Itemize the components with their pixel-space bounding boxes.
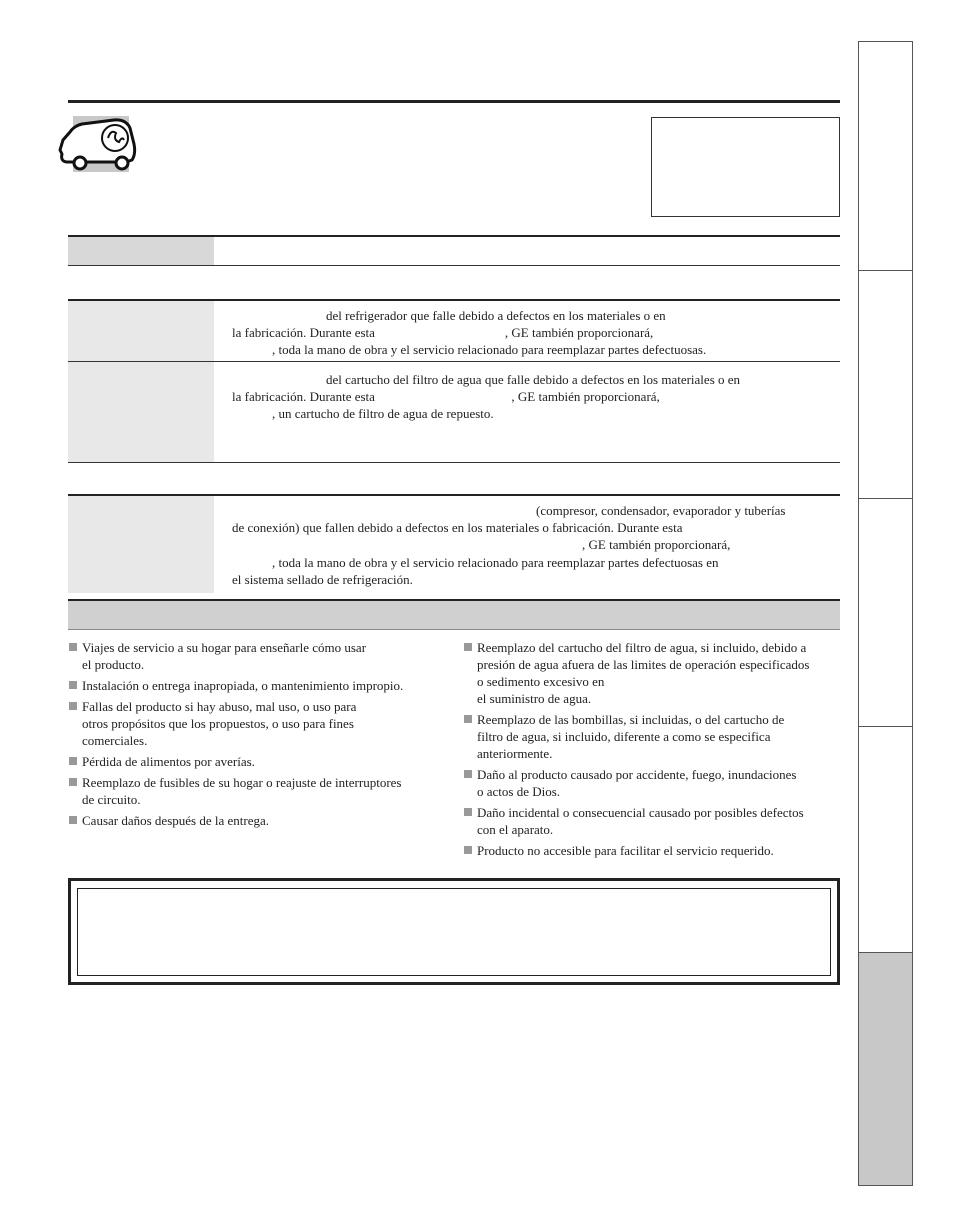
row1-line3: , toda la mano de obra y el servicio relacionado para reemplazar partes defectuosas. bbox=[272, 342, 707, 357]
list-item: Pérdida de alimentos por averías. bbox=[68, 753, 453, 770]
row3-line3: , GE también proporcionará, bbox=[582, 537, 731, 552]
header-label-cell bbox=[68, 237, 214, 265]
top-rule bbox=[68, 100, 840, 103]
list-item: Fallas del producto si hay abuso, mal uso, o uso para otros propósitos que los propuestos, o uso para fines comerciales. bbox=[68, 698, 453, 749]
row-label-cell bbox=[68, 362, 214, 462]
row-label-cell bbox=[68, 301, 214, 361]
notice-box bbox=[68, 878, 840, 985]
list-item: Reemplazo de fusibles de su hogar o reajuste de interruptores de circuito. bbox=[68, 774, 453, 808]
exclusions-header-bar bbox=[68, 601, 840, 629]
tab-divider bbox=[859, 498, 912, 499]
bullet-icon bbox=[69, 681, 77, 689]
bullet-icon bbox=[69, 757, 77, 765]
list-item: Producto no accesible para facilitar el servicio requerido. bbox=[463, 842, 848, 859]
row3-line2: de conexión) que fallen debido a defectos en los materiales o fabricación. Durante esta bbox=[232, 520, 683, 535]
row3-line4: , toda la mano de obra y el servicio relacionado para reemplazar partes defectuosas en bbox=[272, 555, 719, 570]
row3-line1: (compresor, condensador, evaporador y tuberías bbox=[536, 503, 786, 518]
note-box bbox=[651, 117, 840, 217]
list-item: Daño al producto causado por accidente, fuego, inundaciones o actos de Dios. bbox=[463, 766, 848, 800]
row1-line1: del refrigerador que falle debido a defectos en los materiales o en bbox=[326, 308, 666, 323]
bullet-icon bbox=[69, 643, 77, 651]
bullet-icon bbox=[464, 715, 472, 723]
active-section-tab bbox=[859, 952, 912, 1185]
exclusions-left-list bbox=[68, 639, 453, 833]
row2-line1: del cartucho del filtro de agua que falle debido a defectos en los materiales o en bbox=[326, 372, 741, 387]
bullet-icon bbox=[464, 643, 472, 651]
bullet-icon bbox=[69, 816, 77, 824]
list-item: Causar daños después de la entrega. bbox=[68, 812, 453, 829]
bullet-icon bbox=[69, 778, 77, 786]
list-item: Reemplazo de las bombillas, si incluidas, o del cartucho de filtro de agua, si incluido, diferente a como se especifica anteriormente. bbox=[463, 711, 848, 762]
bullet-icon bbox=[464, 770, 472, 778]
tab-divider bbox=[859, 726, 912, 727]
header-bottom-rule bbox=[68, 265, 840, 266]
list-item: Daño incidental o consecuencial causado por posibles defectos con el aparato. bbox=[463, 804, 848, 838]
list-item: Instalación o entrega inapropiada, o mantenimiento impropio. bbox=[68, 677, 453, 694]
exclusions-bottom-rule bbox=[68, 629, 840, 630]
row-label-cell bbox=[68, 496, 214, 593]
row-rule bbox=[68, 462, 840, 463]
list-item: Viajes de servicio a su hogar para enseñarle cómo usar el producto. bbox=[68, 639, 453, 673]
row2-line2: la fabricación. Durante esta , GE también proporcionará, bbox=[232, 389, 660, 404]
tab-divider bbox=[859, 270, 912, 271]
bullet-icon bbox=[69, 702, 77, 710]
notice-box-inner bbox=[77, 888, 831, 976]
list-item: Reemplazo del cartucho del filtro de agua, si incluido, debido a presión de agua afuera de las limites de operación especificados o sedimento excesivo en el suministro de agua. bbox=[463, 639, 848, 707]
bullet-icon bbox=[464, 808, 472, 816]
bullet-icon bbox=[464, 846, 472, 854]
row1-line2: la fabricación. Durante esta , GE también proporcionará, bbox=[232, 325, 654, 340]
service-truck-icon bbox=[56, 116, 138, 174]
exclusions-right-list bbox=[463, 639, 848, 863]
row3-line5: el sistema sellado de refrigeración. bbox=[232, 572, 413, 587]
row2-line3: , un cartucho de filtro de agua de repuesto. bbox=[272, 406, 494, 421]
section-tab-strip bbox=[858, 41, 913, 1186]
